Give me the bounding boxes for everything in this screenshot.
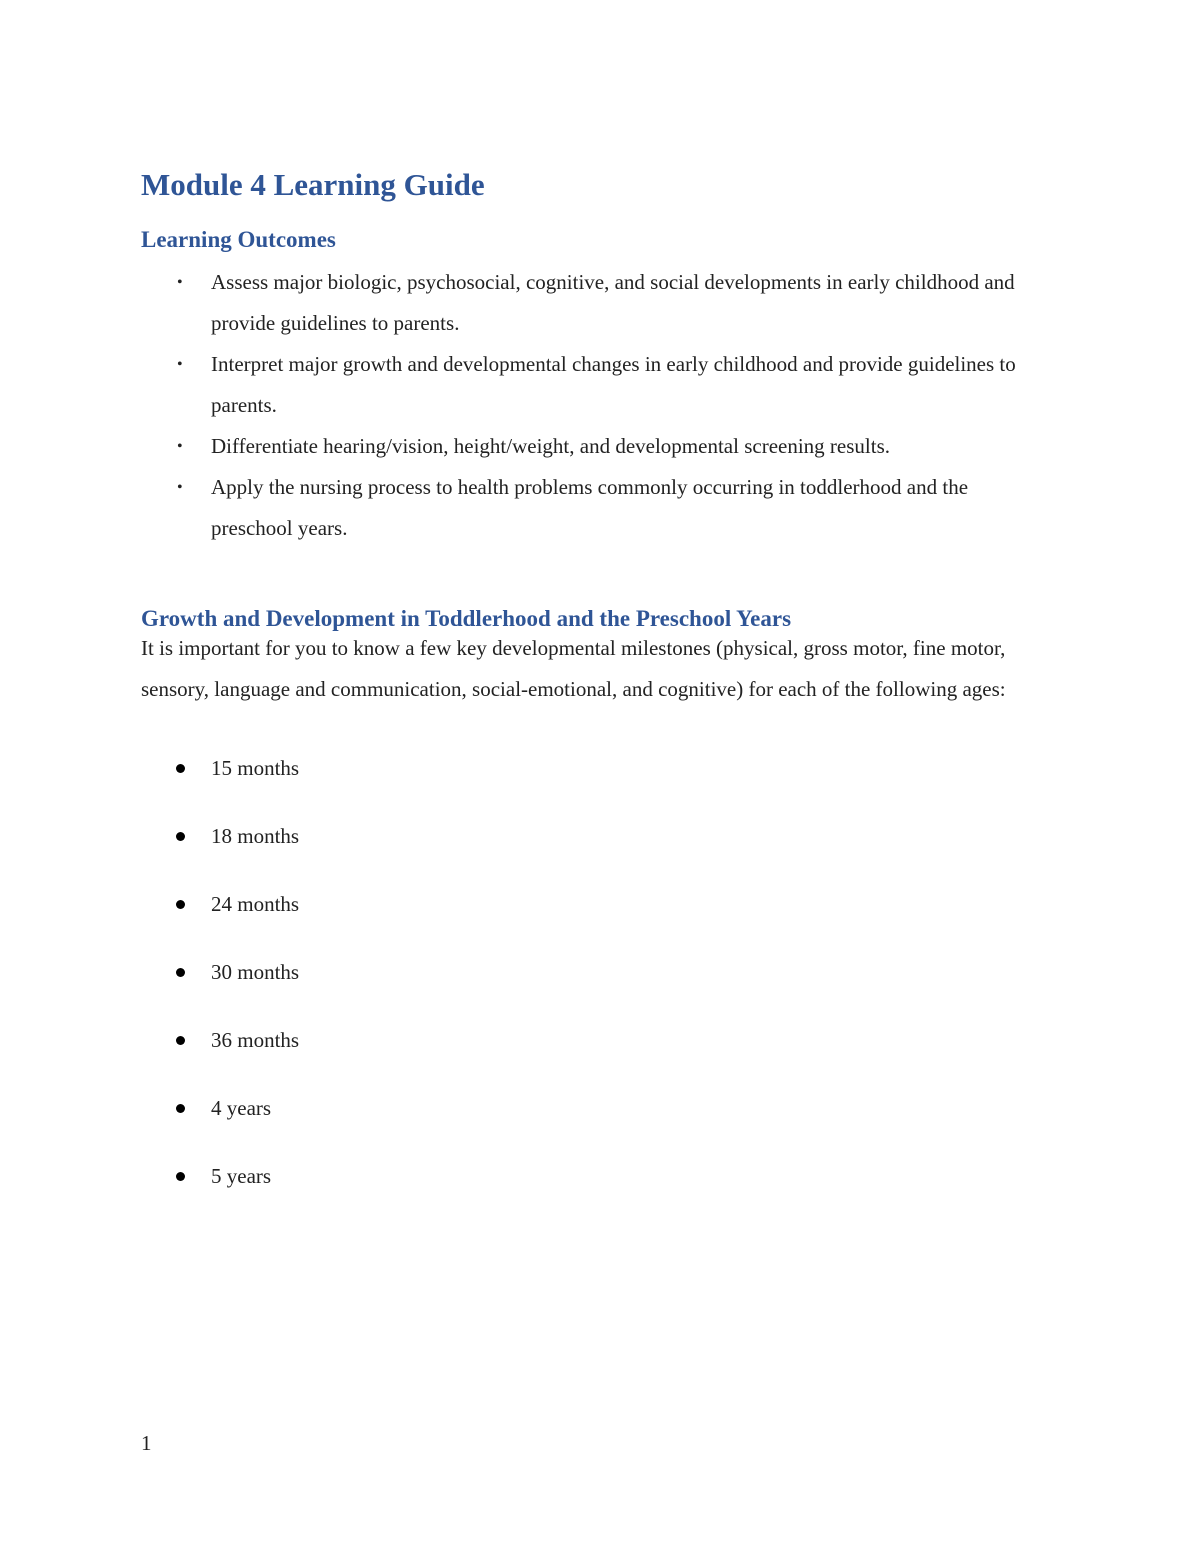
age-item bbox=[141, 748, 299, 816]
age-item bbox=[141, 884, 299, 952]
bullet-dot-icon bbox=[176, 1172, 185, 1181]
bullet-dot-icon bbox=[176, 764, 185, 773]
ages-list bbox=[141, 748, 299, 1224]
bullet-icon: • bbox=[177, 274, 183, 291]
growth-development-heading: Growth and Development in Toddlerhood and the Preschool Years bbox=[141, 606, 792, 631]
outcome-item bbox=[141, 344, 1041, 426]
bullet-icon: • bbox=[177, 479, 183, 496]
learning-outcomes-heading: Learning Outcomes bbox=[141, 227, 336, 252]
learning-outcomes-list bbox=[141, 262, 1041, 549]
milestones-intro-paragraph: It is important for you to know a few key developmental milestones (physical, gross motor, fine motor, sensory, language and communication, social-emotional, and cognitive) for each of the following ages: bbox=[141, 636, 1006, 701]
bullet-dot-icon bbox=[176, 968, 185, 977]
outcome-text: Differentiate hearing/vision, height/weight, and developmental screening results. bbox=[211, 434, 890, 458]
bullet-icon: • bbox=[177, 438, 183, 455]
age-text: 5 years bbox=[211, 1164, 272, 1188]
age-text: 18 months bbox=[211, 824, 300, 848]
bullet-dot-icon bbox=[176, 1036, 185, 1045]
bullet-dot-icon bbox=[176, 1104, 185, 1113]
age-item bbox=[141, 816, 299, 884]
age-item bbox=[141, 1088, 299, 1156]
outcome-item bbox=[141, 426, 1041, 467]
page-title: Module 4 Learning Guide bbox=[141, 167, 485, 202]
age-text: 36 months bbox=[211, 1028, 300, 1052]
page-number: 1 bbox=[141, 1431, 152, 1455]
age-item bbox=[141, 1156, 299, 1224]
outcome-text: Assess major biologic, psychosocial, cognitive, and social developments in early childhood and provide guidelines to parents. bbox=[211, 270, 1015, 335]
outcome-item bbox=[141, 467, 1041, 549]
outcome-text: Interpret major growth and developmental changes in early childhood and provide guidelines to parents. bbox=[211, 352, 1016, 417]
age-text: 4 years bbox=[211, 1096, 272, 1120]
outcome-item bbox=[141, 262, 1041, 344]
bullet-dot-icon bbox=[176, 900, 185, 909]
bullet-icon: • bbox=[177, 356, 183, 373]
age-item bbox=[141, 1020, 299, 1088]
age-text: 24 months bbox=[211, 892, 300, 916]
age-text: 15 months bbox=[211, 756, 300, 780]
age-text: 30 months bbox=[211, 960, 300, 984]
age-item bbox=[141, 952, 299, 1020]
bullet-dot-icon bbox=[176, 832, 185, 841]
outcome-text: Apply the nursing process to health problems commonly occurring in toddlerhood and the preschool years. bbox=[211, 475, 969, 540]
